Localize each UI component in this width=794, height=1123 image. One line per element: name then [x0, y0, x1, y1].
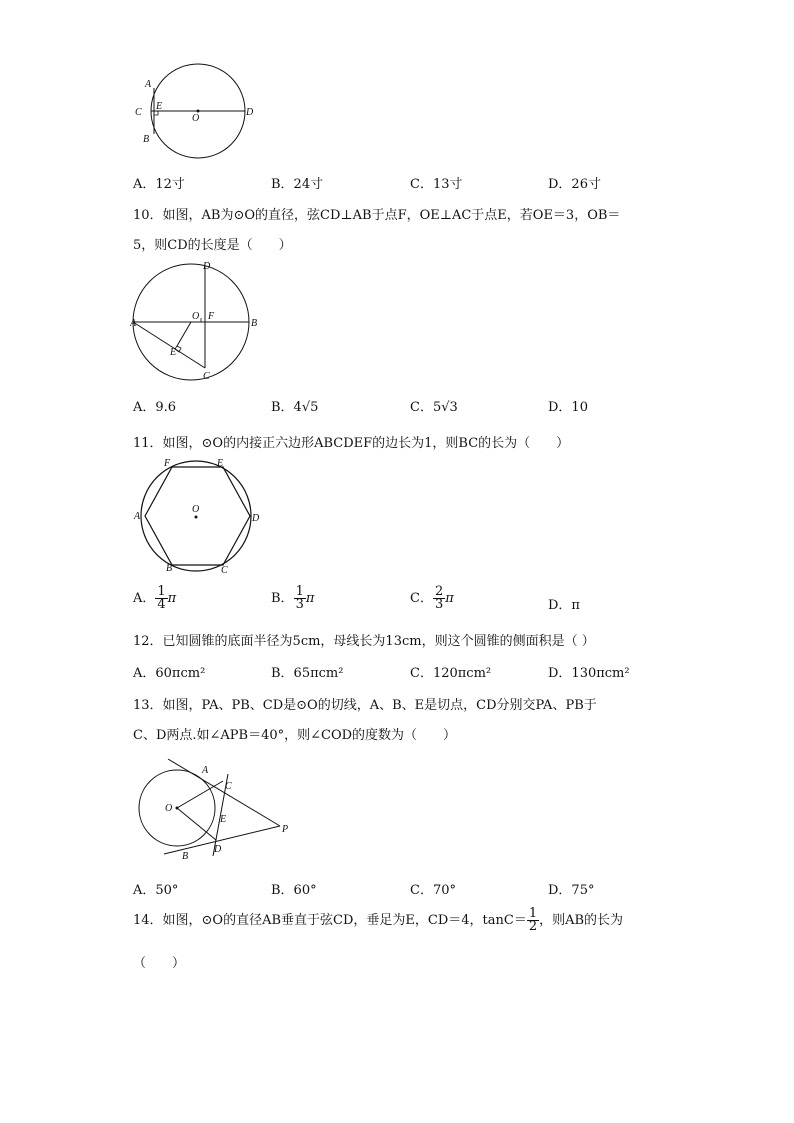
q12-option-d: D．130πcm²: [548, 666, 630, 681]
q10-stem-line2: 5，则CD的长度是（ ）: [133, 238, 292, 253]
q9-figure: [130, 60, 270, 170]
q11-option-b: B． $\frac{1}{3}$ π: [271, 584, 315, 612]
q9-option-d: D．26寸: [548, 177, 601, 192]
q11-label-f: F: [164, 458, 171, 469]
q11-label-o: O: [192, 504, 200, 515]
q10-option-c-sqrt: √3: [441, 400, 458, 415]
q13-stem-line2: C、D两点.如∠APB＝40°，则∠COD的度数为（ ）: [133, 728, 457, 743]
q13-label-c: C: [225, 781, 232, 792]
q12-stem-line1: 12．已知圆锥的底面半径为5cm，母线长为13cm，则这个圆锥的侧面积是（ ）: [133, 634, 595, 649]
q11-label-c: C: [221, 565, 228, 576]
q9-option-a: A．12寸: [133, 177, 185, 192]
q11-option-d: D．π: [548, 598, 580, 613]
q11-figure: [130, 456, 270, 581]
q11-option-a: A． $\frac{1}{4}$ π: [133, 584, 177, 612]
q10-label-e: E: [170, 347, 177, 358]
q13-option-d: D．75°: [548, 883, 595, 898]
q10-label-d: D: [203, 261, 211, 272]
q9-label-o: O: [192, 113, 200, 124]
q9-option-c: C．13寸: [410, 177, 463, 192]
q13-label-o: O: [165, 803, 173, 814]
q13-label-e: E: [220, 814, 227, 825]
q10-option-b-sqrt: √5: [301, 400, 319, 415]
q10-label-a: A: [130, 318, 137, 329]
q13-option-c: C．70°: [410, 883, 456, 898]
q13-figure: [130, 756, 300, 866]
q9-label-a: A: [145, 79, 152, 90]
q11-label-a: A: [134, 511, 141, 522]
q10-figure: [130, 258, 260, 383]
q10-stem-line1: 10．如图，AB为⊙O的直径，弦CD⊥AB于点F，OE⊥AC于点E，若OE＝3，OB＝: [133, 208, 621, 223]
q10-label-b: B: [251, 318, 258, 329]
q10-option-a: A．9.6: [133, 400, 177, 415]
q13-label-p: P: [282, 824, 289, 835]
q9-option-b: B．24寸: [271, 177, 324, 192]
q13-label-d: D: [214, 844, 222, 855]
q13-label-b: B: [182, 851, 189, 862]
q11-label-d: D: [252, 513, 260, 524]
q10-label-c: C: [203, 371, 210, 382]
q9-label-d: D: [246, 107, 254, 118]
q9-label-c: C: [135, 107, 142, 118]
q10-option-c: C．5√3: [410, 400, 458, 415]
q11-label-b: B: [166, 563, 173, 574]
q10-option-d: D．10: [548, 400, 588, 415]
q10-label-f: F: [208, 311, 215, 322]
q9-label-e: E: [156, 101, 163, 112]
q12-option-a: A．60πcm²: [133, 666, 206, 681]
q12-option-c: C．120πcm²: [410, 666, 492, 681]
q11-stem-line1: 11．如图，⊙O的内接正六边形ABCDEF的边长为1，则BC的长为（ ）: [133, 436, 570, 451]
q13-option-b: B．60°: [271, 883, 317, 898]
q10-option-b: B．4√5: [271, 400, 319, 415]
q13-option-a: A．50°: [133, 883, 179, 898]
q13-label-a: A: [202, 765, 209, 776]
q13-stem-line1: 13．如图，PA、PB、CD是⊙O的切线，A、B、E是切点，CD分别交PA、PB于: [133, 698, 597, 713]
q9-label-b: B: [143, 134, 150, 145]
q11-label-e: E: [217, 458, 224, 469]
q10-label-o: O: [192, 311, 200, 322]
q14-stem-line2: （ ）: [133, 956, 186, 971]
q11-option-c: C． $\frac{2}{3}$ π: [410, 584, 454, 612]
q12-option-b: B．65πcm²: [271, 666, 344, 681]
q14-stem-line1: 14．如图，⊙O的直径AB垂直于弦CD，垂足为E，CD＝4，tanC＝ $\frac{1}{2}$ ，则AB的长为: [133, 906, 624, 934]
